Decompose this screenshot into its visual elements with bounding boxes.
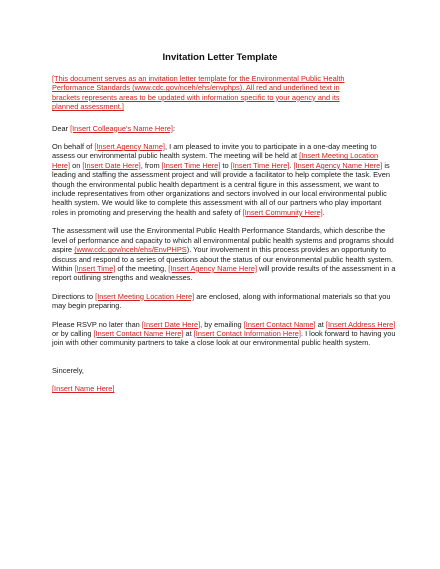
- paragraph-invitation: [52, 142, 397, 217]
- template-instructions: [52, 74, 397, 112]
- text: .: [289, 160, 294, 170]
- placeholder-signature-name: [Insert Name Here]: [52, 384, 115, 394]
- text: at: [315, 319, 326, 329]
- salutation: [52, 124, 397, 133]
- closing: Sincerely,: [52, 365, 84, 375]
- letter-body: [52, 74, 397, 403]
- text: to: [220, 160, 231, 170]
- paragraph-rsvp: [52, 320, 397, 348]
- text: .: [322, 207, 325, 217]
- instructions-line-3: brackets represents areas to be updated with information specific to your agency and its: [52, 92, 340, 102]
- text: , by emailing: [200, 319, 244, 329]
- placeholder-meeting-location: [Insert Meeting Location Here]: [52, 151, 379, 170]
- placeholder-rsvp-date: [Insert Date Here]: [141, 319, 201, 329]
- text: The assessment will use the Environmental Public Health Performance Standards, which describe the level of performance and capacity to which all environmental public health systems and programs should aspire: [52, 226, 394, 255]
- paragraph-standards: [52, 226, 397, 282]
- instructions-line-2: Performance Standards (www.cdc.gov/nceh/ehs/envphps). All red and underlined text in: [52, 83, 340, 93]
- text: or by calling: [52, 328, 94, 338]
- placeholder-date: [Insert Date Here]: [82, 160, 141, 170]
- instructions-line-1: [This document serves as an invitation letter template for the Environmental Public Health: [52, 74, 345, 83]
- text: , I am pleased to invite you to participate in a one-day meeting to assess our environmental public health system. The meeting will be held at: [52, 142, 377, 161]
- placeholder-contact-information: [Insert Contact Information Here]: [193, 328, 301, 338]
- text: Directions to: [52, 291, 96, 301]
- text: is leading and staffing the assessment project and will provide a facilitator to help complete the task. Even though the environmental public health department is a central figure in this assessment, we want to include representatives from other organizations and sectors involved in our local environmental public health system. We would like to complete this assessment with all of our partners who play important roles in promoting and preserving the health and safety of: [52, 160, 390, 217]
- placeholder-time: [Insert Time]: [74, 263, 116, 273]
- text: of the meeting,: [115, 263, 169, 273]
- placeholder-colleague-name: [Insert Colleague's Name Here]: [70, 123, 173, 133]
- placeholder-contact-name-here: [Insert Contact Name Here]: [93, 328, 184, 338]
- placeholder-end-time: [Insert Time Here]: [230, 160, 290, 170]
- text: ). Your involvement in this process provides an opportunity to discuss and respond to a series of questions about the status of our environmental public health system. Within: [52, 245, 393, 273]
- placeholder-start-time: [Insert Time Here]: [161, 160, 221, 170]
- text: On behalf of: [52, 142, 95, 152]
- placeholder-address: [Insert Address Here]: [325, 319, 396, 329]
- placeholder-agency-name-here: [Insert Agency Name Here]: [293, 160, 383, 170]
- placeholder-contact-name: [Insert Contact Name]: [243, 319, 316, 329]
- text: . I look forward to having you join with other community partners to take a close look at our environmental public health system.: [52, 328, 396, 348]
- placeholder-agency-name: [Insert Agency Name]: [94, 142, 165, 152]
- placeholder-meeting-location-directions: [Insert Meeting Location Here]: [95, 291, 195, 301]
- instructions-line-4: planned assessment.]: [52, 102, 124, 112]
- text: at: [183, 328, 194, 338]
- page-title: Invitation Letter Template: [162, 52, 278, 63]
- salutation-text: Dear: [52, 123, 71, 133]
- text: Please RSVP no later than: [52, 319, 142, 329]
- text: will provide results of the assessment in a report outlining strengths and weaknesses.: [52, 263, 396, 283]
- placeholder-agency-name-results: [Insert Agency Name Here]: [168, 263, 257, 273]
- placeholder-community: [Insert Community Here]: [242, 207, 323, 217]
- text: , from: [140, 160, 162, 170]
- paragraph-directions: [52, 292, 397, 311]
- text: are enclosed, along with informational materials so that you may begin preparing.: [52, 291, 391, 311]
- text: on: [70, 160, 83, 170]
- standards-link[interactable]: (www.cdc.gov/nceh/ehs/EnvPHPS: [74, 245, 187, 255]
- salutation-colon: :: [172, 123, 176, 133]
